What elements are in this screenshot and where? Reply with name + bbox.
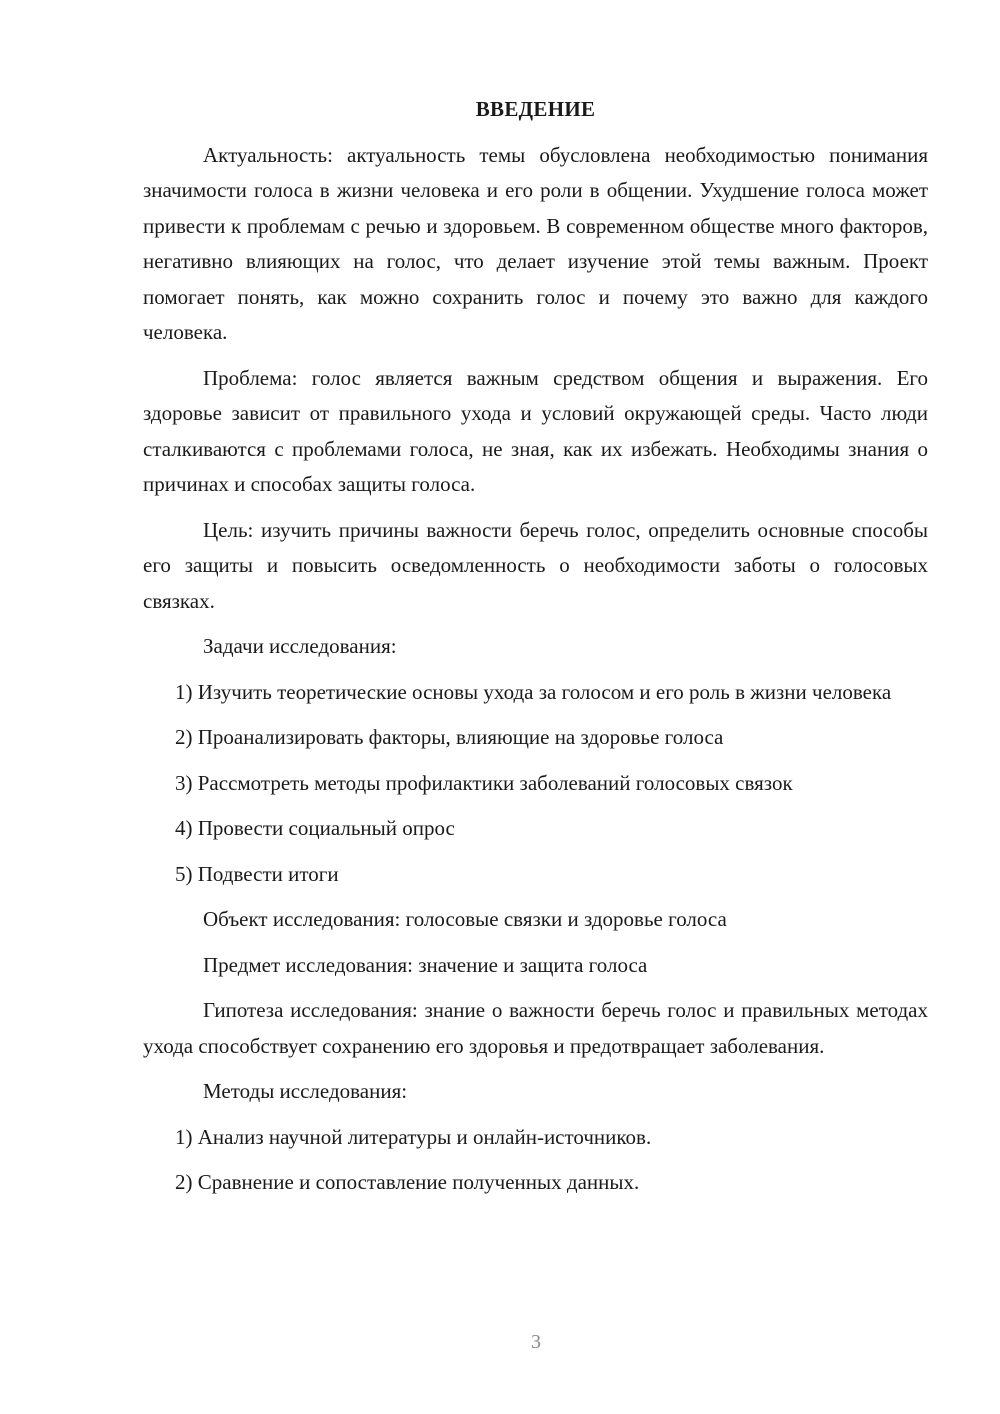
- hypothesis-paragraph: Гипотеза исследования: знание о важности беречь голос и правильных методах ухода способствует сохранению его здоровья и предотвращает заболевания.: [143, 998, 928, 1058]
- page-number: 3: [531, 1331, 541, 1353]
- task-item: 1) Изучить теоретические основы ухода за голосом и его роль в жизни человека: [175, 679, 892, 704]
- methods-heading: Методы исследования:: [203, 1079, 408, 1103]
- method-item: 1) Анализ научной литературы и онлайн-источников.: [175, 1124, 652, 1149]
- subject-paragraph: Предмет исследования: значение и защита голоса: [203, 952, 648, 977]
- page-content: [143, 92, 928, 1211]
- relevance-paragraph: Актуальность: актуальность темы обусловлена необходимостью понимания значимости голоса в жизни человека и его роли в общении. Ухудшение голоса может привести к проблемам с речью и здоровьем. В современном обществе много факторов, негативно влияющих на голос, что делает изучение этой темы важным. Проект помогает понять, как можно сохранить голос и почему это важно для каждого человека.: [143, 142, 928, 344]
- task-item: 3) Рассмотреть методы профилактики заболеваний голосовых связок: [175, 770, 793, 795]
- object-paragraph: Объект исследования: голосовые связки и здоровье голоса: [203, 907, 727, 931]
- method-item: 2) Сравнение и сопоставление полученных данных.: [175, 1170, 640, 1194]
- section-title: ВВЕДЕНИЕ: [475, 97, 596, 121]
- goal-paragraph: Цель: изучить причины важности беречь голос, определить основные способы его защиты и повысить осведомленность о необходимости заботы о голосовых связках.: [143, 517, 928, 613]
- problem-paragraph: Проблема: голос является важным средством общения и выражения. Его здоровье зависит от правильного ухода и условий окружающей среды. Часто люди сталкиваются с проблемами голоса, не зная, как их избежать. Необходимы знания о причинах и способах защиты голоса.: [143, 365, 928, 496]
- task-item: 2) Проанализировать факторы, влияющие на здоровье голоса: [175, 725, 724, 749]
- task-item: 4) Провести социальный опрос: [175, 816, 455, 840]
- tasks-heading: Задачи исследования:: [203, 634, 397, 658]
- task-item: 5) Подвести итоги: [175, 861, 339, 886]
